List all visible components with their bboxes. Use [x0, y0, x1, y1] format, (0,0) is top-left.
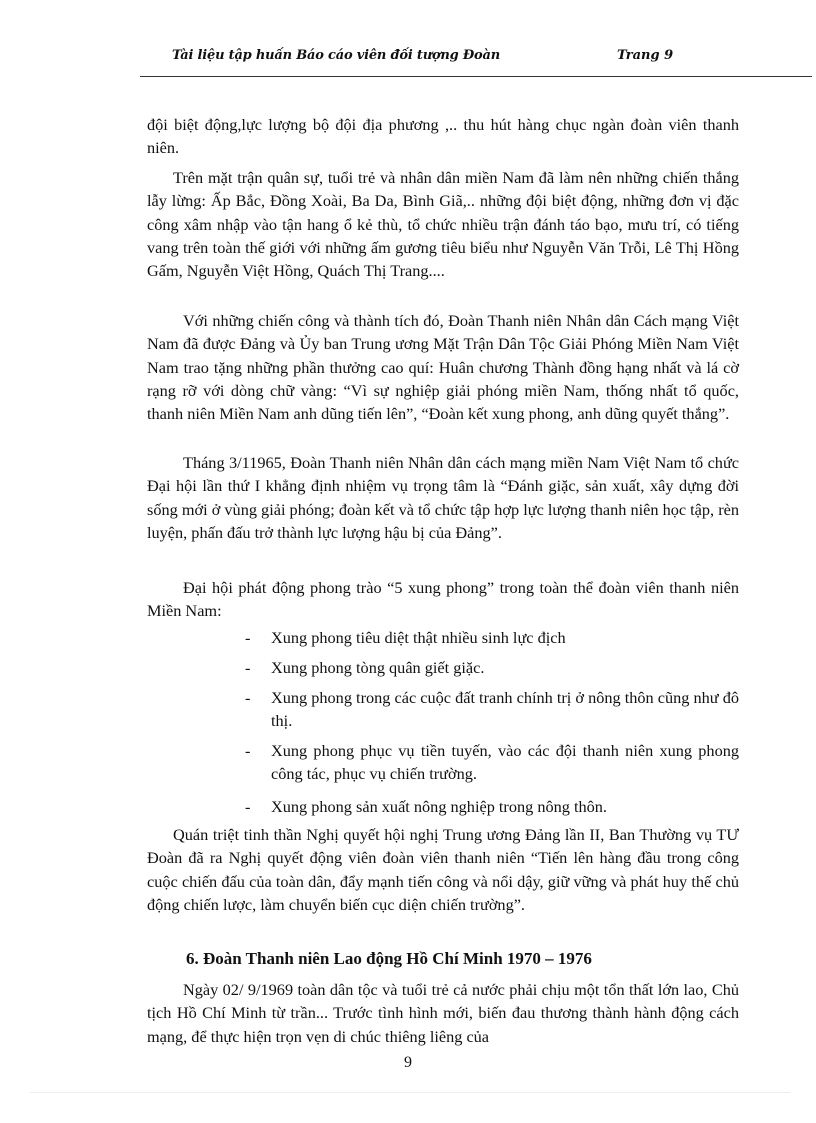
list-bullet: - [245, 628, 251, 647]
paragraph: Đại hội phát động phong trào “5 xung phong” trong toàn thể đoàn viên thanh niên Miền Nam: [147, 578, 739, 621]
paragraph: Ngày 02/ 9/1969 toàn dân tộc và tuổi trẻ cả nước phải chịu một tổn thất lớn lao, Chủ tịch Hồ Chí Minh từ trần... Trước tình hình mới, biến đau thương thành hành động cách mạng, để thực hiện trọn vẹn di chúc thiêng liêng của [147, 980, 739, 1046]
list-item [245, 656, 739, 679]
section-heading: 6. Đoàn Thanh niên Lao động Hồ Chí Minh 1970 – 1976 [186, 949, 592, 968]
paragraph: Quán triệt tinh thần Nghị quyết hội nghị Trung ương Đảng lần II, Ban Thường vụ TƯ Đoàn đã ra Nghị quyết động viên đoàn viên thanh niên “Tiến lên hàng đầu trong công cuộc chiến đấu của toàn dân, đẩy mạnh tiến công và nổi dậy, giữ vững và phát huy thế chủ động chiến lược, làm chuyển biến cục diện chiến trường”. [147, 825, 739, 914]
paragraph: Với những chiến công và thành tích đó, Đoàn Thanh niên Nhân dân Cách mạng Việt Nam đã được Đảng và Ủy ban Trung ương Mặt Trận Dân Tộc Giải Phóng Miền Nam Việt Nam trao tặng những phần thưởng cao quí: Huân chương Thành đồng hạng nhất và lá cờ rạng rỡ với dòng chữ vàng: “Vì sự nghiệp giải phóng miền Nam, thống nhất tổ quốc, thanh niên Miền Nam anh dũng tiến lên”, “Đoàn kết xung phong, anh dũng quyết thắng”. [147, 311, 739, 424]
running-header-page: Trang 9 [617, 48, 674, 63]
list-item-text: Xung phong phục vụ tiền tuyến, vào các đội thanh niên xung phong công tác, phục vụ chiến trường. [271, 741, 739, 784]
paragraph: đội biệt động,lực lượng bộ đội địa phương ,.. thu hút hàng chục ngàn đoàn viên thanh niên. [147, 115, 739, 158]
list-bullet: - [245, 741, 251, 760]
header-rule [140, 76, 812, 77]
list-item [245, 795, 739, 818]
list-item-text: Xung phong tiêu diệt thật nhiều sinh lực địch [271, 628, 566, 647]
list-item-text: Xung phong trong các cuộc đất tranh chính trị ở nông thôn cũng như đô thị. [271, 688, 739, 731]
list-item [245, 626, 739, 649]
list-bullet: - [245, 797, 251, 816]
list-item-text: Xung phong sản xuất nông nghiệp trong nông thôn. [271, 797, 607, 816]
list-item [245, 739, 739, 786]
running-header-title: Tài liệu tập huấn Báo cáo viên đối tượng Đoàn [172, 48, 501, 63]
page-number: 9 [404, 1054, 412, 1071]
paragraph: Tháng 3/11965, Đoàn Thanh niên Nhân dân cách mạng miền Nam Việt Nam tổ chức Đại hội lần thứ I khẳng định nhiệm vụ trọng tâm là “Đánh giặc, sản xuất, xây dựng đời sống mới ở vùng giải phóng; đoàn kết và tổ chức tập hợp lực lượng thanh niên học tập, rèn luyện, phấn đấu trở thành lực lượng hậu bị của Đảng”. [147, 453, 739, 542]
list-bullet: - [245, 688, 251, 707]
paragraph: Trên mặt trận quân sự, tuổi trẻ và nhân dân miền Nam đã làm nên những chiến thắng lẫy lừng: Ấp Bắc, Đồng Xoài, Ba Da, Bình Giã,.. những đội biệt động, những đơn vị đặc công xâm nhập vào tận hang ổ kẻ thù, tổ chức nhiều trận đánh táo bạo, mưu trí, có tiếng vang trên toàn thế giới với những ấm gương tiêu biểu như Nguyễn Văn Trỗi, Lê Thị Hồng Gấm, Nguyễn Việt Hồng, Quách Thị Trang.... [147, 168, 739, 281]
list-item [245, 686, 739, 733]
page-bottom-edge [30, 1092, 790, 1093]
list-bullet: - [245, 658, 251, 677]
list-item-text: Xung phong tòng quân giết giặc. [271, 658, 485, 677]
